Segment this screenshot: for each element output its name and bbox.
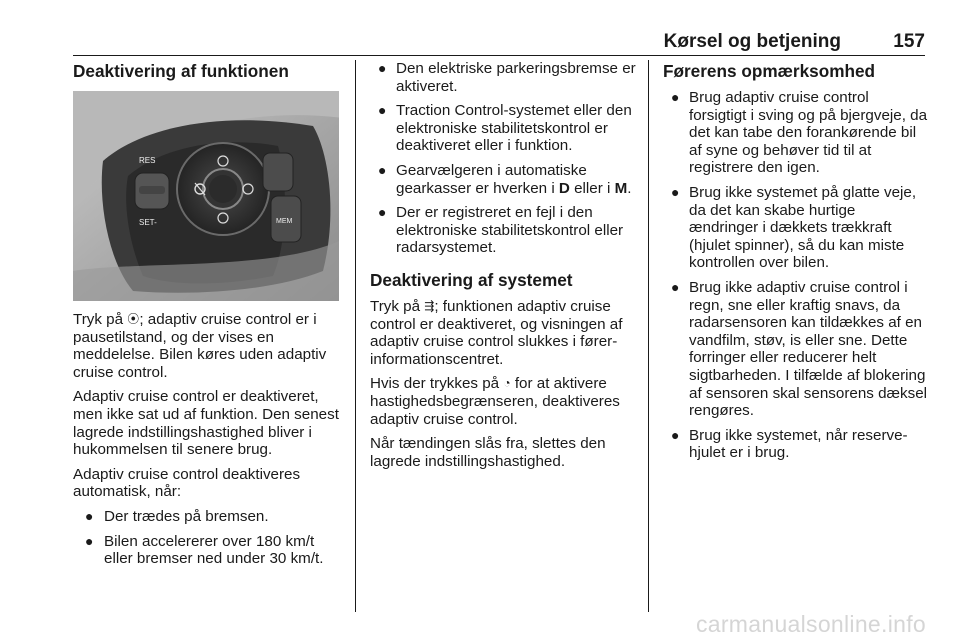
list-item: ● Brug ikke systemet på glatte veje, da det kan skabe hurtige ændringer i dækkets trækkraft (hjulet spinner), så du kan miste kontrollen over bilen. [671,183,917,272]
column-2 [370,60,638,477]
steering-wheel-controls-figure [73,91,339,301]
list-item: ● Gearvælgeren i automatiske gearkasser er hverken i D eller i M. [378,161,632,197]
list-item: ● Traction Control-systemet eller den elektroniske stabilitetskontrol er deaktiveret eller i funktion. [378,102,632,155]
cruise-control-icon: ⦿ [127,312,140,326]
list-item: ● Der er registreret en fejl i den elektroniske stabilitetskontrol eller radarsystemet. [378,204,624,257]
paragraph-auto-deactivate: Adaptiv cruise control deaktiveres automatisk, når: [73,465,301,501]
right-upper-button [263,153,293,191]
list-item: ● Der trædes på bremsen. [85,507,269,525]
bullet-icon: ● [85,532,94,549]
res-label: RES [139,156,156,165]
auto-deactivate-list [73,508,345,568]
bullet-icon: ● [671,426,680,443]
bullet-icon: ● [671,278,680,295]
bullet-icon: ● [378,204,387,221]
bullet-icon: ● [85,507,94,524]
adaptive-cruise-off-icon: ⇶ [424,298,435,313]
list-item: ● Den elektriske parkeringsbremse er aktiveret. [378,60,636,95]
paragraph-ignition-off: Når tændingen slås fra, slettes den lagrede indstillingshastighed. [370,435,606,470]
heading-deactivate-function: Deaktivering af funktionen [73,61,289,81]
bullet-icon: ● [378,60,387,76]
page-header [73,0,925,54]
header-divider [73,55,925,56]
auto-deactivate-list-continued [370,60,638,257]
bullet-icon: ● [378,102,387,119]
heading-driver-attention: Førerens opmærksomhed [663,61,876,81]
paragraph-deactivated: Adaptiv cruise control er deaktiveret, men ikke sat ud af funktion. Den senest lagrede indstillingshastighed bliver i hukommelsen til senere brug. [73,388,339,459]
list-item: ● Brug adaptiv cruise control forsigtigt i sving og på bjergveje, da det kan tabe den forankørende bil af syne og behøver tid til at registrere den igen. [671,89,928,177]
paragraph-press-off: Tryk på ⇶; funktionen adaptiv cruise control er deaktiveret, og visningen af adaptiv cruise control slukkes i førerinformationscentret. [370,297,623,368]
paragraph-press-button: Tryk på ⦿; adaptiv cruise control er i pausetilstand, og der vises en meddelelse. Bilen køres uden adaptiv cruise control. [73,311,327,381]
list-item: ● Brug ikke adaptiv cruise control i regn, sne eller kraftig snavs, da radarsensoren kan tildækkes af en vandfilm, støv, is eller sne. Dette forringer eller reducerer helt sigtbarheden. I tilfælde af blokering af sensoren skal sensorens dæksel rengøres. [671,278,928,420]
mem-label: MEM [276,218,293,225]
driver-attention-list [663,89,928,462]
page-number: 157 [893,31,925,52]
heading-deactivate-system: Deaktivering af systemet [370,269,573,290]
set-label: SET- [139,218,157,227]
column-divider-1 [355,60,356,612]
speed-limiter-icon: ◔ [503,376,511,391]
column-3 [663,60,928,469]
column-1 [73,60,345,575]
bullet-icon: ● [378,161,387,178]
bullet-icon: ● [671,89,680,105]
paragraph-speed-limiter: Hvis der trykkes på ◔ for at aktivere hastighedsbegrænseren, deaktiveres adaptiv cruise control. [370,375,620,428]
section-title: Kørsel og betjening [663,31,841,52]
watermark: carmanualsonline.info [695,611,926,637]
list-item: ● Brug ikke systemet, når reservehjulet er i brug. [671,426,908,462]
column-divider-2 [648,60,649,612]
list-item: ● Bilen accelererer over 180 km/t eller bremser ned under 30 km/t. [85,532,324,568]
bullet-icon: ● [671,183,680,200]
